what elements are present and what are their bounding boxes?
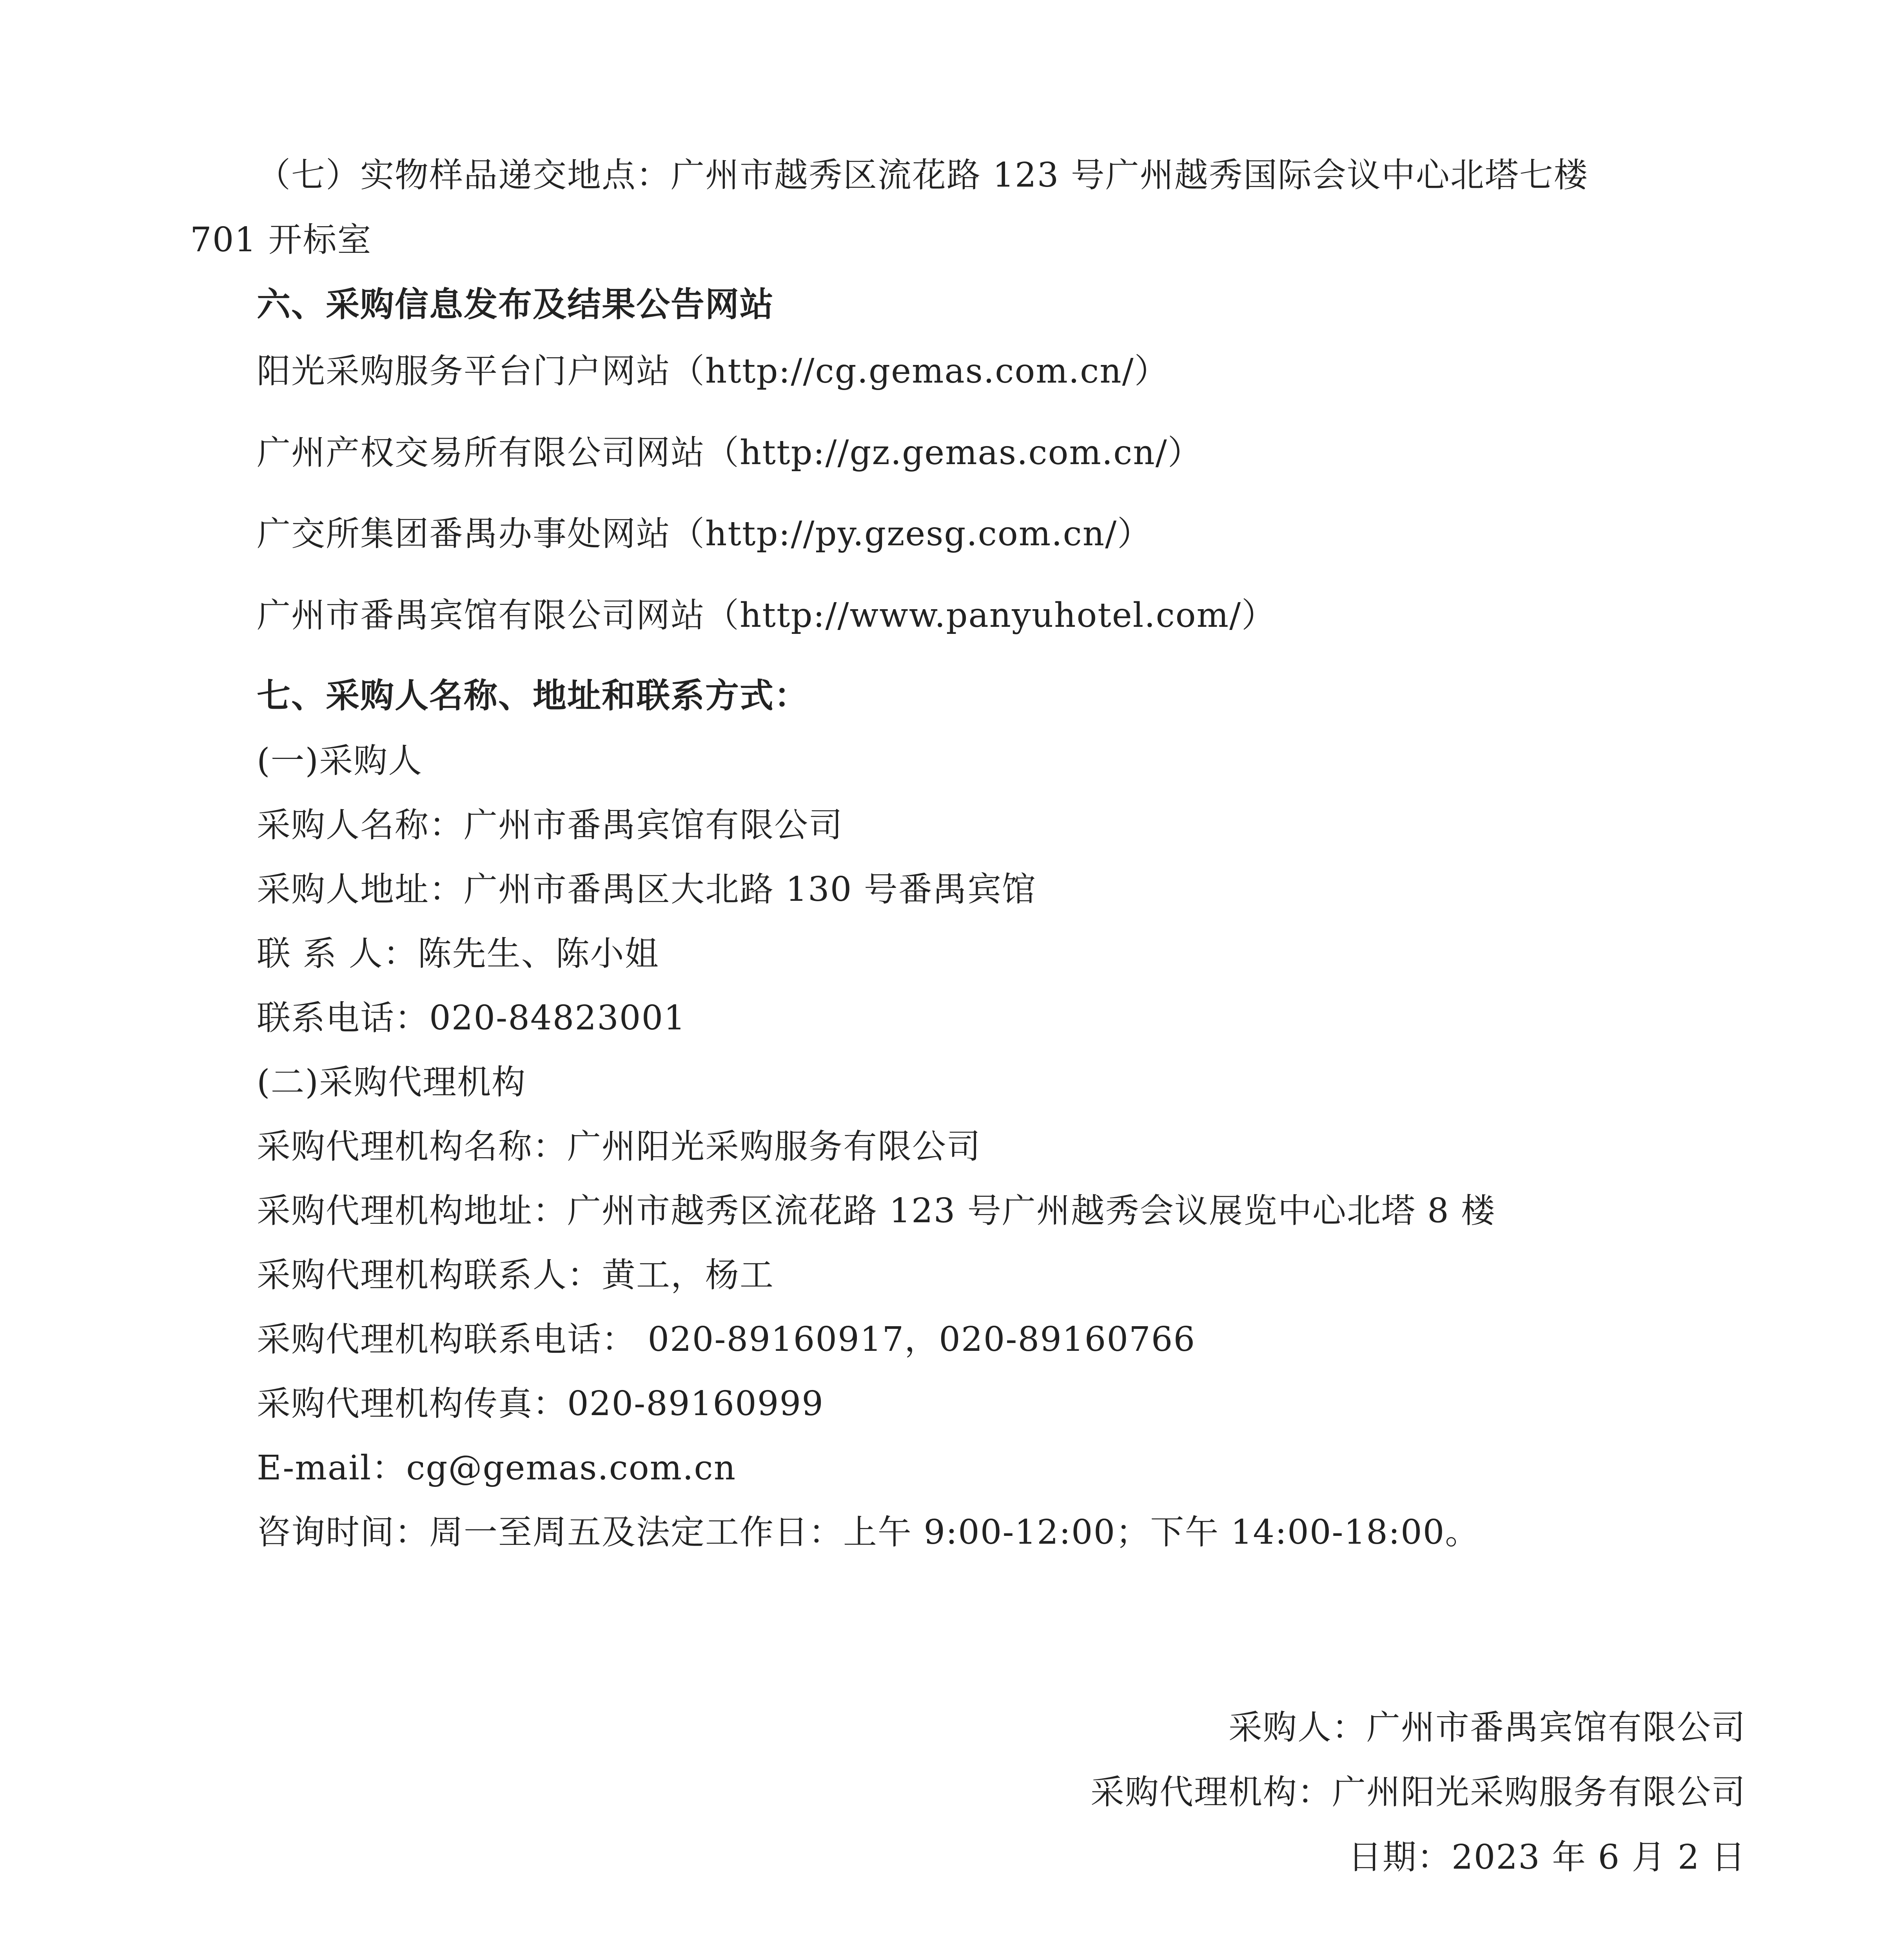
purchaser-contact: 联 系 人：陈先生、陈小姐 [257, 934, 659, 973]
signature-agency: 采购代理机构：广州阳光采购服务有限公司 [1091, 1773, 1746, 1812]
agency-subheading: (二)采购代理机构 [257, 1063, 526, 1102]
consultation-hours: 咨询时间：周一至周五及法定工作日：上午 9:00-12:00；下午 14:00-18:00。 [257, 1513, 1480, 1552]
purchaser-phone: 联系电话：020-84823001 [257, 998, 686, 1038]
section-6-heading: 六、采购信息发布及结果公告网站 [257, 285, 774, 324]
agency-phone: 采购代理机构联系电话： 020-89160917，020-89160766 [257, 1320, 1196, 1359]
purchaser-address: 采购人地址：广州市番禺区大北路 130 号番禺宾馆 [257, 870, 1036, 909]
agency-address: 采购代理机构地址：广州市越秀区流花路 123 号广州越秀会议展览中心北塔 8 楼 [257, 1191, 1496, 1230]
website-item: 广州市番禺宾馆有限公司网站（http://www.panyuhotel.com/） [257, 596, 1276, 635]
delivery-location-line-2: 701 开标室 [190, 220, 372, 260]
website-item: 广州产权交易所有限公司网站（http://gz.gemas.com.cn/） [257, 433, 1202, 472]
purchaser-name: 采购人名称：广州市番禺宾馆有限公司 [257, 806, 843, 845]
section-7-heading: 七、采购人名称、地址和联系方式： [257, 676, 809, 715]
agency-email: E-mail：cg@gemas.com.cn [257, 1448, 737, 1488]
agency-fax: 采购代理机构传真：020-89160999 [257, 1384, 824, 1423]
agency-name: 采购代理机构名称：广州阳光采购服务有限公司 [257, 1127, 981, 1166]
signature-purchaser: 采购人：广州市番禺宾馆有限公司 [1228, 1708, 1746, 1747]
delivery-location-line-1: （七）实物样品递交地点：广州市越秀区流花路 123 号广州越秀国际会议中心北塔七楼 [257, 156, 1588, 195]
website-item: 广交所集团番禺办事处网站（http://py.gzesg.com.cn/） [257, 514, 1152, 554]
agency-contact: 采购代理机构联系人：黄工，杨工 [257, 1256, 774, 1295]
signature-date: 日期：2023 年 6 月 2 日 [1348, 1838, 1746, 1877]
purchaser-subheading: (一)采购人 [257, 741, 423, 780]
website-item: 阳光采购服务平台门户网站（http://cg.gemas.com.cn/） [257, 352, 1169, 391]
